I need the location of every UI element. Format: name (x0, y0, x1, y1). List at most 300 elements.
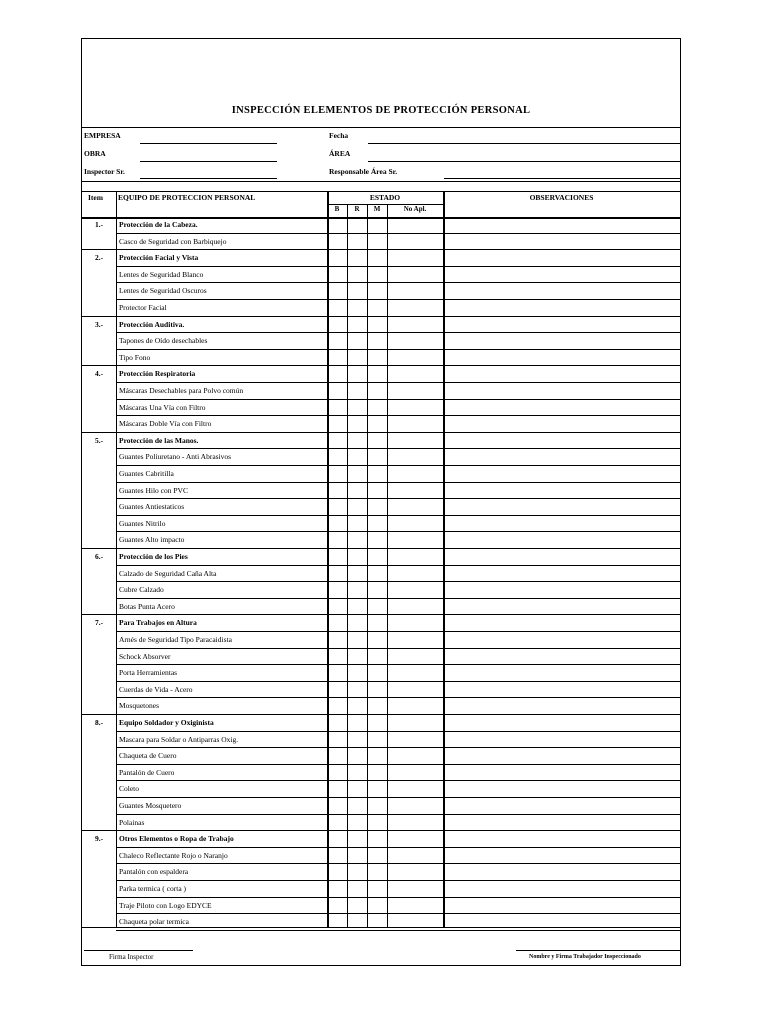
estado-noapl-cell[interactable] (387, 234, 443, 251)
estado-m-cell[interactable] (367, 665, 387, 682)
estado-noapl-cell[interactable] (387, 499, 443, 516)
estado-b-cell[interactable] (327, 566, 347, 583)
firma-inspector-line[interactable] (84, 950, 193, 951)
estado-noapl-cell[interactable] (387, 765, 443, 782)
estado-r-cell[interactable] (347, 864, 367, 881)
estado-r-cell[interactable] (347, 831, 367, 848)
estado-b-cell[interactable] (327, 848, 347, 865)
estado-r-cell[interactable] (347, 898, 367, 915)
equipment-item: Casco de Seguridad con Barbiquejo (119, 236, 227, 246)
estado-r-cell[interactable] (347, 483, 367, 500)
estado-m-cell[interactable] (367, 516, 387, 533)
estado-noapl-cell[interactable] (387, 798, 443, 815)
observaciones-cell[interactable] (443, 283, 680, 300)
estado-noapl-cell[interactable] (387, 831, 443, 848)
estado-r-cell[interactable] (347, 317, 367, 334)
item-number: 7.- (94, 618, 104, 628)
estado-noapl-cell[interactable] (387, 815, 443, 832)
equipment-item: Tapones de Oído desechables (119, 336, 208, 346)
observaciones-cell[interactable] (443, 532, 680, 549)
estado-header: ESTADO (369, 193, 401, 202)
table-row (82, 267, 680, 284)
estado-b-cell[interactable] (327, 383, 347, 400)
table-row (82, 283, 680, 300)
estado-noapl-cell[interactable] (387, 300, 443, 317)
equipment-item: Guantes Antiestaticos (119, 502, 185, 512)
observaciones-cell[interactable] (443, 333, 680, 350)
estado-m-cell[interactable] (367, 317, 387, 334)
observaciones-cell[interactable] (443, 516, 680, 533)
estado-noapl-cell[interactable] (387, 748, 443, 765)
empresa-field[interactable] (140, 143, 277, 144)
estado-m-cell[interactable] (367, 217, 387, 234)
estado-b-cell[interactable] (327, 466, 347, 483)
estado-b-cell[interactable] (327, 864, 347, 881)
estado-m-cell[interactable] (367, 466, 387, 483)
estado-m-cell[interactable] (367, 914, 387, 931)
estado-b-cell[interactable] (327, 715, 347, 732)
responsable-field[interactable] (444, 178, 680, 179)
estado-r-cell[interactable] (347, 632, 367, 649)
estado-noapl-cell[interactable] (387, 267, 443, 284)
observaciones-cell[interactable] (443, 682, 680, 699)
observaciones-cell[interactable] (443, 848, 680, 865)
estado-r-cell[interactable] (347, 516, 367, 533)
table-row (82, 798, 680, 815)
estado-noapl-cell[interactable] (387, 649, 443, 666)
estado-b-cell[interactable] (327, 516, 347, 533)
equipment-item: Porta Herramientas (119, 668, 178, 678)
observaciones-cell[interactable] (443, 798, 680, 815)
observaciones-cell[interactable] (443, 765, 680, 782)
table-row (82, 898, 680, 915)
estado-m-cell[interactable] (367, 781, 387, 798)
estado-b-cell[interactable] (327, 549, 347, 566)
observaciones-cell[interactable] (443, 914, 680, 931)
estado-noapl-cell[interactable] (387, 864, 443, 881)
table-row (82, 516, 680, 533)
item-number: 6.- (94, 552, 104, 561)
estado-b-cell[interactable] (327, 300, 347, 317)
estado-b-cell[interactable] (327, 732, 347, 749)
equipment-item: Tipo Fono (119, 352, 151, 362)
observaciones-cell[interactable] (443, 300, 680, 317)
equipment-item: Chaqueta de Cuero (119, 751, 177, 761)
estado-b-cell[interactable] (327, 366, 347, 383)
inspector-label: Inspector Sr. (84, 167, 125, 176)
estado-noapl-cell[interactable] (387, 848, 443, 865)
section-row (82, 831, 680, 848)
table-row (82, 234, 680, 251)
section-title: Protección de las Manos. (119, 435, 199, 445)
item-number: 2.- (94, 253, 104, 263)
estado-r-cell[interactable] (347, 848, 367, 865)
observaciones-cell[interactable] (443, 549, 680, 566)
column-divider (116, 191, 117, 927)
estado-r-cell[interactable] (347, 665, 367, 682)
estado-r-cell[interactable] (347, 234, 367, 251)
table-row (82, 649, 680, 666)
observaciones-cell[interactable] (443, 217, 680, 234)
table-row (82, 765, 680, 782)
estado-r-cell[interactable] (347, 715, 367, 732)
estado-m-cell[interactable] (367, 433, 387, 450)
table-row (82, 582, 680, 599)
estado-b-cell[interactable] (327, 831, 347, 848)
estado-r-cell[interactable] (347, 698, 367, 715)
estado-noapl-cell[interactable] (387, 317, 443, 334)
estado-m-cell[interactable] (367, 881, 387, 898)
estado-b-cell[interactable] (327, 400, 347, 417)
observaciones-cell[interactable] (443, 350, 680, 367)
estado-m-cell[interactable] (367, 582, 387, 599)
estado-m-cell[interactable] (367, 732, 387, 749)
table-row (82, 748, 680, 765)
firma-trabajador-line[interactable] (516, 950, 680, 951)
estado-b-cell[interactable] (327, 815, 347, 832)
estado-m-cell[interactable] (367, 449, 387, 466)
estado-noapl-cell[interactable] (387, 516, 443, 533)
estado-m-cell[interactable] (367, 416, 387, 433)
estado-b-cell[interactable] (327, 283, 347, 300)
estado-noapl-cell[interactable] (387, 599, 443, 616)
observaciones-cell[interactable] (443, 649, 680, 666)
observaciones-cell[interactable] (443, 317, 680, 334)
estado-b-cell[interactable] (327, 267, 347, 284)
divider (82, 127, 680, 128)
table-row (82, 864, 680, 881)
observaciones-cell[interactable] (443, 499, 680, 516)
estado-m-cell[interactable] (367, 383, 387, 400)
estado-r-cell[interactable] (347, 499, 367, 516)
observaciones-cell[interactable] (443, 449, 680, 466)
estado-r-cell[interactable] (347, 815, 367, 832)
observaciones-cell[interactable] (443, 400, 680, 417)
estado-b-cell[interactable] (327, 898, 347, 915)
estado-r-cell[interactable] (347, 300, 367, 317)
estado-b-cell[interactable] (327, 632, 347, 649)
estado-r-cell[interactable] (347, 333, 367, 350)
estado-noapl-cell[interactable] (387, 350, 443, 367)
estado-r-cell[interactable] (347, 416, 367, 433)
estado-noapl-cell[interactable] (387, 366, 443, 383)
equipment-item: Botas Punta Acero (119, 601, 175, 611)
equipment-item: Chaqueta polar termica (119, 917, 189, 927)
estado-m-cell[interactable] (367, 698, 387, 715)
column-divider (327, 191, 329, 927)
estado-b-cell[interactable] (327, 881, 347, 898)
estado-b-cell[interactable] (327, 781, 347, 798)
section-row (82, 217, 680, 234)
table-row (82, 499, 680, 516)
estado-m-cell[interactable] (367, 549, 387, 566)
estado-b-cell[interactable] (327, 317, 347, 334)
estado-m-cell[interactable] (367, 798, 387, 815)
estado-m-cell[interactable] (367, 366, 387, 383)
form-title: INSPECCIÓN ELEMENTOS DE PROTECCIÓN PERSONAL (231, 105, 531, 116)
estado-b-cell[interactable] (327, 748, 347, 765)
estado-b-cell[interactable] (327, 433, 347, 450)
observaciones-cell[interactable] (443, 234, 680, 251)
estado-noapl-cell[interactable] (387, 632, 443, 649)
table-row (82, 383, 680, 400)
estado-noapl-cell[interactable] (387, 698, 443, 715)
estado-noapl-cell[interactable] (387, 715, 443, 732)
obra-label: OBRA (84, 149, 106, 158)
equipment-item: Pantalón de Cuero (119, 767, 175, 777)
equipment-item: Chaleco Reflectante Rojo o Naranjo (119, 850, 228, 860)
estado-b-cell[interactable] (327, 350, 347, 367)
estado-m-cell[interactable] (367, 532, 387, 549)
estado-noapl-cell[interactable] (387, 898, 443, 915)
estado-m-cell[interactable] (367, 300, 387, 317)
estado-m-cell[interactable] (367, 815, 387, 832)
observaciones-cell[interactable] (443, 582, 680, 599)
estado-r-cell[interactable] (347, 732, 367, 749)
estado-noapl-cell[interactable] (387, 881, 443, 898)
estado-b-cell[interactable] (327, 532, 347, 549)
estado-r-cell[interactable] (347, 449, 367, 466)
equipment-item: Parka termica ( corta ) (119, 884, 187, 893)
estado-r-cell[interactable] (347, 383, 367, 400)
estado-b-cell[interactable] (327, 483, 347, 500)
estado-b-cell[interactable] (327, 682, 347, 699)
section-row (82, 317, 680, 334)
equipment-item: Coleto (119, 784, 139, 794)
estado-m-cell[interactable] (367, 615, 387, 632)
table-top-line (82, 191, 680, 192)
table-row (82, 698, 680, 715)
observaciones-cell[interactable] (443, 599, 680, 616)
estado-r-cell[interactable] (347, 682, 367, 699)
section-row (82, 549, 680, 566)
estado-b-cell[interactable] (327, 217, 347, 234)
equipment-item: Guantes Nitrilo (119, 518, 166, 528)
estado-r-cell[interactable] (347, 914, 367, 931)
table-row (82, 532, 680, 549)
estado-m-cell[interactable] (367, 250, 387, 267)
estado-m-cell[interactable] (367, 898, 387, 915)
estado-r-cell[interactable] (347, 765, 367, 782)
estado-m-cell[interactable] (367, 499, 387, 516)
estado-r-cell[interactable] (347, 615, 367, 632)
equipment-item: Guantes Poliuretano - Anti Abrasivos (119, 452, 232, 462)
observaciones-cell[interactable] (443, 366, 680, 383)
estado-r-cell[interactable] (347, 748, 367, 765)
estado-noapl-cell[interactable] (387, 549, 443, 566)
observaciones-cell[interactable] (443, 615, 680, 632)
observaciones-cell[interactable] (443, 665, 680, 682)
estado-noapl-cell[interactable] (387, 566, 443, 583)
estado-noapl-cell[interactable] (387, 217, 443, 234)
item-number: 5.- (94, 435, 104, 445)
column-divider (367, 204, 368, 927)
observaciones-cell[interactable] (443, 881, 680, 898)
estado-noapl-cell[interactable] (387, 732, 443, 749)
column-divider (387, 204, 388, 927)
estado-r-cell[interactable] (347, 582, 367, 599)
estado-b-cell[interactable] (327, 599, 347, 616)
estado-m-cell[interactable] (367, 682, 387, 699)
estado-m-cell[interactable] (367, 848, 387, 865)
observaciones-cell[interactable] (443, 466, 680, 483)
estado-noapl-cell[interactable] (387, 383, 443, 400)
equipment-item: Protector Facial (119, 303, 167, 312)
observaciones-cell[interactable] (443, 781, 680, 798)
equipment-item: Pantalón con espaldera (119, 867, 189, 877)
equipment-item: Cuerdas de Vida - Acero (119, 684, 193, 694)
inspector-field[interactable] (140, 178, 277, 179)
estado-noapl-cell[interactable] (387, 532, 443, 549)
observaciones-cell[interactable] (443, 898, 680, 915)
estado-r-cell[interactable] (347, 466, 367, 483)
observaciones-cell[interactable] (443, 815, 680, 832)
estado-noapl-cell[interactable] (387, 283, 443, 300)
area-field[interactable] (368, 161, 680, 162)
estado-r-cell[interactable] (347, 400, 367, 417)
estado-r-cell[interactable] (347, 433, 367, 450)
estado-m-cell[interactable] (367, 632, 387, 649)
column-divider (347, 204, 348, 927)
estado-b-cell[interactable] (327, 665, 347, 682)
estado-m-cell[interactable] (367, 283, 387, 300)
estado-m-cell[interactable] (367, 566, 387, 583)
estado-noapl-cell[interactable] (387, 615, 443, 632)
estado-b-cell[interactable] (327, 449, 347, 466)
table-row (82, 449, 680, 466)
observaciones-cell[interactable] (443, 698, 680, 715)
estado-b-cell[interactable] (327, 333, 347, 350)
estado-noapl-cell[interactable] (387, 433, 443, 450)
estado-b-cell[interactable] (327, 914, 347, 931)
estado-r-cell[interactable] (347, 549, 367, 566)
estado-m-cell[interactable] (367, 864, 387, 881)
table-row (82, 333, 680, 350)
obra-field[interactable] (140, 161, 277, 162)
responsable-label: Responsable Área Sr. (329, 167, 398, 176)
estado-noapl-cell[interactable] (387, 665, 443, 682)
estado-b-cell[interactable] (327, 582, 347, 599)
observaciones-cell[interactable] (443, 250, 680, 267)
firma-trabajador-label: Nombre y Firma Trabajador Inspeccionado (529, 954, 641, 960)
equipment-item: Lentes de Seguridad Blanco (119, 269, 204, 279)
estado-noapl-cell[interactable] (387, 781, 443, 798)
section-row (82, 433, 680, 450)
estado-m-cell[interactable] (367, 649, 387, 666)
estado-m-cell[interactable] (367, 350, 387, 367)
observaciones-cell[interactable] (443, 433, 680, 450)
estado-noapl-cell[interactable] (387, 466, 443, 483)
estado-noapl-cell[interactable] (387, 333, 443, 350)
observaciones-cell[interactable] (443, 748, 680, 765)
estado-noapl-cell[interactable] (387, 250, 443, 267)
estado-b-cell[interactable] (327, 698, 347, 715)
observaciones-cell[interactable] (443, 383, 680, 400)
equipment-item: Mosquetones (119, 701, 159, 711)
estado-b-cell[interactable] (327, 765, 347, 782)
table-row (82, 815, 680, 832)
estado-r-cell[interactable] (347, 566, 367, 583)
observaciones-cell[interactable] (443, 267, 680, 284)
observaciones-cell[interactable] (443, 732, 680, 749)
fecha-field[interactable] (368, 143, 680, 144)
estado-noapl-header: No Apl. (403, 205, 427, 213)
observaciones-cell[interactable] (443, 715, 680, 732)
section-title: Protección de la Cabeza. (119, 220, 198, 229)
observaciones-header: OBSERVACIONES (529, 193, 594, 202)
estado-noapl-cell[interactable] (387, 582, 443, 599)
estado-b-cell[interactable] (327, 499, 347, 516)
estado-b-cell[interactable] (327, 416, 347, 433)
equipment-item: Polainas (119, 817, 145, 827)
estado-m-cell[interactable] (367, 400, 387, 417)
estado-r-cell[interactable] (347, 532, 367, 549)
table-row (82, 914, 680, 931)
estado-r-cell[interactable] (347, 283, 367, 300)
estado-r-cell[interactable] (347, 350, 367, 367)
fecha-label: Fecha (329, 131, 349, 140)
estado-m-cell[interactable] (367, 483, 387, 500)
estado-b-cell[interactable] (327, 234, 347, 251)
equipment-item: Máscaras Desechables para Polvo común (119, 386, 244, 395)
estado-b-cell[interactable] (327, 798, 347, 815)
estado-noapl-cell[interactable] (387, 914, 443, 931)
observaciones-cell[interactable] (443, 632, 680, 649)
observaciones-cell[interactable] (443, 483, 680, 500)
estado-m-cell[interactable] (367, 333, 387, 350)
estado-r-cell[interactable] (347, 649, 367, 666)
item-number: 1.- (94, 220, 104, 229)
estado-m-cell[interactable] (367, 267, 387, 284)
estado-r-cell[interactable] (347, 599, 367, 616)
table-row (82, 566, 680, 583)
estado-r-cell[interactable] (347, 781, 367, 798)
estado-m-cell[interactable] (367, 599, 387, 616)
observaciones-cell[interactable] (443, 566, 680, 583)
estado-r-cell[interactable] (347, 217, 367, 234)
equipment-item: Guantes Mosquetero (119, 801, 182, 810)
estado-m-cell[interactable] (367, 748, 387, 765)
estado-b-cell[interactable] (327, 615, 347, 632)
estado-noapl-cell[interactable] (387, 682, 443, 699)
table-row (82, 881, 680, 898)
estado-r-cell[interactable] (347, 881, 367, 898)
observaciones-cell[interactable] (443, 864, 680, 881)
observaciones-cell[interactable] (443, 831, 680, 848)
item-number: 8.- (94, 718, 104, 727)
observaciones-cell[interactable] (443, 416, 680, 433)
equipment-item: Guantes Hilo con PVC (119, 485, 188, 495)
estado-noapl-cell[interactable] (387, 483, 443, 500)
section-title: Protección Facial y Vista (119, 253, 199, 263)
estado-b-cell[interactable] (327, 649, 347, 666)
table-row (82, 632, 680, 649)
estado-noapl-cell[interactable] (387, 400, 443, 417)
estado-b-cell[interactable] (327, 250, 347, 267)
estado-noapl-cell[interactable] (387, 449, 443, 466)
estado-m-cell[interactable] (367, 715, 387, 732)
estado-r-cell[interactable] (347, 366, 367, 383)
estado-r-cell[interactable] (347, 267, 367, 284)
estado-m-cell[interactable] (367, 234, 387, 251)
equipo-header: EQUIPO DE PROTECCION PERSONAL (118, 193, 256, 202)
equipment-item: Máscaras Una Vía con Filtro (119, 402, 206, 412)
estado-m-cell[interactable] (367, 765, 387, 782)
estado-noapl-cell[interactable] (387, 416, 443, 433)
estado-m-cell[interactable] (367, 831, 387, 848)
estado-r-cell[interactable] (347, 250, 367, 267)
estado-r-cell[interactable] (347, 798, 367, 815)
